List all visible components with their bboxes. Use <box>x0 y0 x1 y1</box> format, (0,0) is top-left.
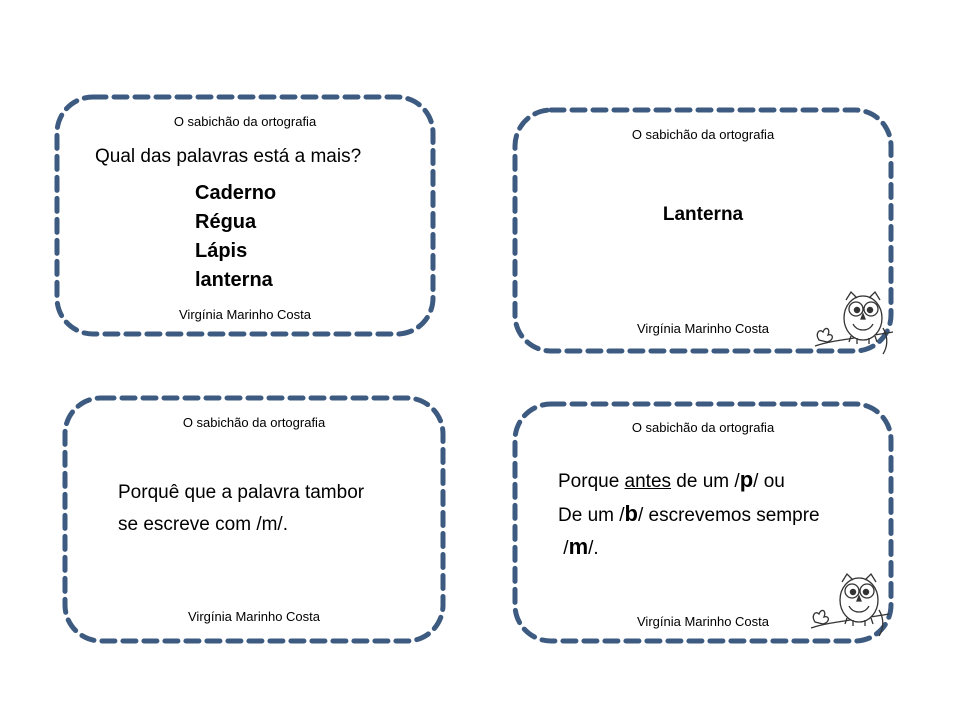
answer-line: De um /b/ escrevemos sempre <box>558 500 820 526</box>
card-footer: Virgínia Marinho Costa <box>637 321 769 336</box>
card-header: O sabichão da ortografia <box>173 114 317 129</box>
word-item: Caderno <box>195 182 277 204</box>
word-list <box>195 179 276 295</box>
card-question-tambor <box>63 396 445 643</box>
answer-text <box>558 464 820 565</box>
card-header: O sabichão da ortografia <box>631 420 775 435</box>
answer-line: /m/. <box>558 534 599 559</box>
card-answer-lanterna <box>513 108 893 353</box>
word-item: Régua <box>195 211 257 233</box>
word-item: lanterna <box>195 269 273 291</box>
question-text <box>118 477 364 540</box>
letter-b: b <box>624 500 638 526</box>
card-header: O sabichão da ortografia <box>182 415 326 430</box>
card-question-extra-word <box>55 95 435 336</box>
letter-m: m <box>568 534 589 559</box>
question-line: se escreve com /m/. <box>118 513 288 535</box>
question-line: Porquê que a palavra tambor <box>118 482 365 503</box>
card-footer: Virgínia Marinho Costa <box>637 614 769 629</box>
underlined-word: antes <box>624 471 672 492</box>
card-footer: Virgínia Marinho Costa <box>188 609 320 624</box>
word-item: Lápis <box>195 240 248 262</box>
letter-p: p <box>739 467 754 492</box>
owl-on-branch-icon <box>809 570 891 642</box>
answer-line: Porque antes de um /p/ ou <box>558 467 785 492</box>
card-header: O sabichão da ortografia <box>631 127 775 142</box>
answer-text: Lanterna <box>662 204 744 225</box>
question-text: Qual das palavras está a mais? <box>95 146 362 167</box>
owl-on-branch-icon <box>813 288 895 360</box>
card-footer: Virgínia Marinho Costa <box>179 307 311 322</box>
card-answer-rule <box>513 402 893 643</box>
